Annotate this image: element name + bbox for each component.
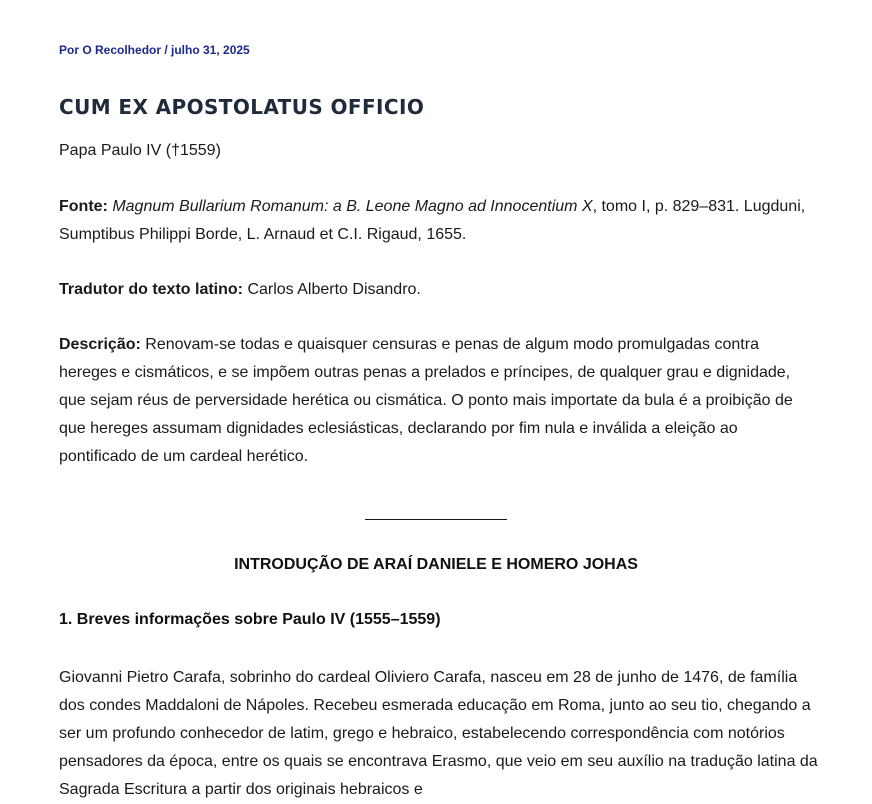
description-label: Descrição: [59,336,141,353]
source-work: Magnum Bullarium Romanum: a B. Leone Magno ad Innocentium X [112,198,593,215]
source-paragraph [59,193,819,249]
section-divider [365,519,507,520]
intro-heading: INTRODUÇÃO DE ARAÍ DANIELE E HOMERO JOHAS [234,556,638,573]
source-label: Fonte: [59,198,108,215]
post-byline[interactable]: Por O Recolhedor / julho 31, 2025 [59,43,250,57]
page-title: CUM EX APOSTOLATUS OFFICIO [59,95,425,119]
translator-paragraph [59,276,819,304]
source-details: , tomo I, p. 829–831. Lugduni, Sumptibus Philippi Borde, L. Arnaud et C.I. Rigaud, 1655. [59,198,806,243]
section-paragraph: Giovanni Pietro Carafa, sobrinho do cardeal Oliviero Carafa, nasceu em 28 de junho de 1476, de família dos condes Maddaloni de Nápoles. Recebeu esmerada educação em Roma, junto ao seu tio, chegando a ser um profundo conhecedor de latim, grego e hebraico, estabelecendo correspondência com notórios pensadores da época, entre os quais se encontrava Erasmo, que veio em seu auxílio na tradução latina da Sagrada Escritura a partir dos originais hebraicos e [59,669,818,798]
description-paragraph [59,331,819,471]
translator-label: Tradutor do texto latino: [59,281,243,298]
section-heading: 1. Breves informações sobre Paulo IV (1555–1559) [59,611,441,628]
author-line: Papa Paulo IV (†1559) [59,142,221,159]
description-text: Renovam-se todas e quaisquer censuras e penas de algum modo promulgadas contra hereges e cismáticos, e se impõem outras penas a prelados e príncipes, de qualquer grau e dignidade, que sejam réus de perversidade herética ou cismática. O ponto mais importate da bula é a proibição de que hereges assumam dignidades eclesiásticas, declarando por fim nula e inválida a eleição ao pontificado de um cardeal herético. [59,336,793,465]
translator-name: Carlos Alberto Disandro. [243,281,421,298]
